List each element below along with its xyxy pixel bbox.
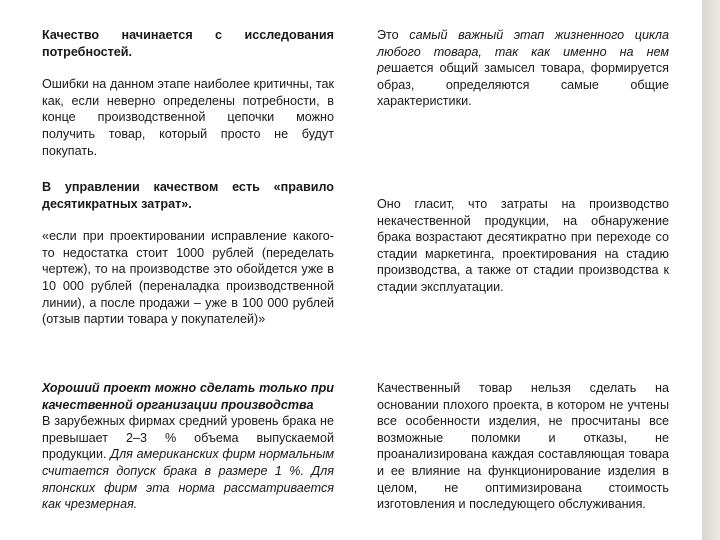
row-1-left-heading: Качество начинается с исследования потребностей. — [42, 28, 334, 59]
row-2-right — [377, 196, 669, 296]
row-3-left — [42, 380, 334, 513]
row-2-right-text: Оно гласит, что затраты на производство некачественной продукции, на обнаружение брака возрастают десятикратно при переходе со стадии маркетинга, проектирования на стадию производства, а также от стадии производства к стадии эксплуатации. — [377, 197, 669, 294]
row-1-right-italic: самый важный этап жизненного цикла любого товара, так как именно на нем ре — [377, 28, 669, 76]
page-edge-shadow — [702, 0, 720, 540]
row-3-left-italic: Для американских фирм нормальным считается допуск брака в размере 1 %. Для японских фирм эта норма рассматривается как чрезмерная. — [42, 447, 334, 512]
row-1-right-prefix: Это — [377, 28, 410, 42]
row-3-right-text: Качественный товар нельзя сделать на основании плохого проекта, в котором не учтены все особенности изделия, не просчитаны все возможные поломки и отказы, не проанализирована каждая составляющая товара и ее влияние на функционирование изделия в целом, не оптимизирована стоимость изготовления и последующего обслуживания. — [377, 381, 669, 512]
row-1-right-rest: шается общий замысел товара, формируется образ, определяются самые общие характеристики. — [377, 61, 669, 109]
row-1-left — [42, 27, 334, 159]
row-1-right-text — [377, 27, 669, 110]
row-2-left-heading: В управлении качеством есть «правило десятикратных затрат». — [42, 180, 334, 211]
row-1-left-body: Ошибки на данном этапе наиболее критичны, так как, если неверно определены потребности, в конце производственной цепочки можно получить товар, который просто не будут покупать. — [42, 77, 334, 158]
row-3-right — [377, 380, 669, 513]
row-3-left-body-paragraph — [42, 413, 334, 513]
row-3-left-heading: Хороший проект можно сделать только при качественной организации производства — [42, 381, 334, 412]
row-2-left-body: «если при проектировании исправление какого-то недостатка стоит 1000 рублей (переделать чертеж), то на производстве это обойдется уже в 10 000 рублей (переналадка производственной линии), а после продажи – уже в 100 000 рублей (отзыв партии товара у покупателей)» — [42, 229, 334, 327]
row-1-right — [377, 27, 669, 110]
row-2-left — [42, 179, 334, 328]
row-3-left-body: В зарубежных фирмах средний уровень брака не превышает 2–3 % объема выпускаемой продукции. — [42, 414, 334, 462]
